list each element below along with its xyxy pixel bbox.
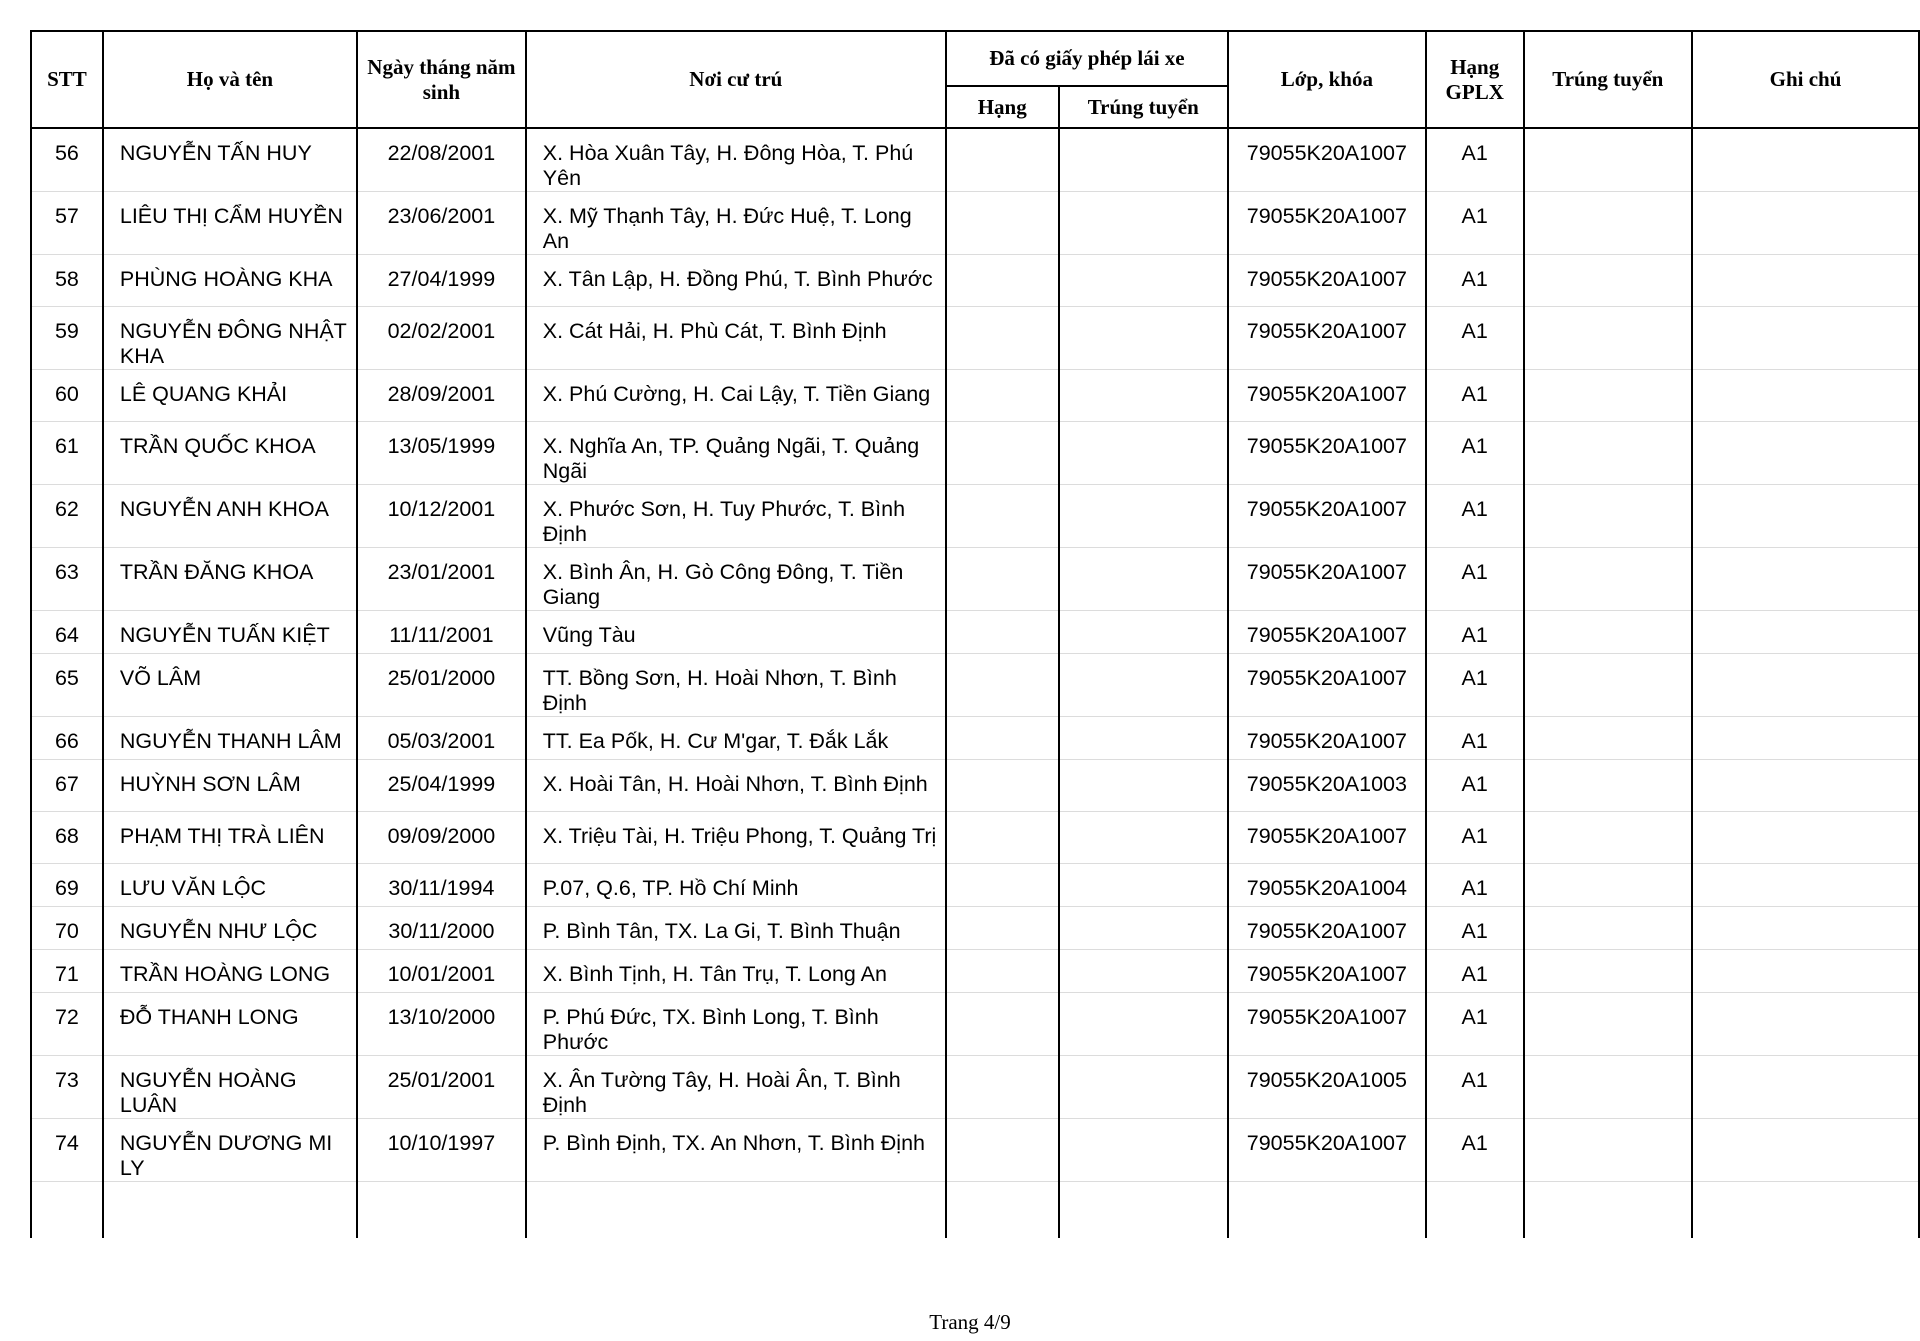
table-row [31,907,1919,950]
row-license-pass [1059,950,1228,993]
table-row [31,760,1919,812]
row-class: 79055K20A1007 [1228,950,1426,993]
row-license-pass [1059,760,1228,812]
row-license-pass [1059,1119,1228,1182]
header-note: Ghi chú [1692,31,1919,128]
row-note [1692,950,1919,993]
row-rank: A1 [1426,548,1524,611]
row-class: 79055K20A1007 [1228,192,1426,255]
row-name: NGUYỄN TUẤN KIỆT [103,611,357,654]
row-stt: 68 [31,812,103,864]
row-license-pass [1059,1056,1228,1119]
header-license-group: Đã có giấy phép lái xe [946,31,1228,86]
row-note [1692,1056,1919,1119]
table-row [31,717,1919,760]
row-stt: 67 [31,760,103,812]
table-row [31,128,1919,192]
row-class: 79055K20A1007 [1228,907,1426,950]
row-license-rank [946,192,1059,255]
row-name: NGUYỄN ANH KHOA [103,485,357,548]
page-footer: Trang 4/9 [929,1310,1011,1334]
row-stt: 63 [31,548,103,611]
row-name: NGUYỄN THANH LÂM [103,717,357,760]
row-class: 79055K20A1004 [1228,864,1426,907]
row-name: NGUYỄN ĐÔNG NHẬT KHA [103,307,357,370]
row-license-pass [1059,812,1228,864]
row-dob: 30/11/1994 [357,864,526,907]
row-class: 79055K20A1007 [1228,654,1426,717]
row-license-rank [946,1056,1059,1119]
header-dob: Ngày tháng năm sinh [357,31,526,128]
row-address: TT. Bồng Sơn, H. Hoài Nhơn, T. Bình Định [526,654,946,717]
row-address: X. Phú Cường, H. Cai Lậy, T. Tiền Giang [526,370,946,422]
row-note [1692,611,1919,654]
row-note [1692,422,1919,485]
row-rank: A1 [1426,192,1524,255]
row-class: 79055K20A1007 [1228,128,1426,192]
row-license-rank [946,654,1059,717]
row-pass [1524,128,1692,192]
row-address: X. Cát Hải, H. Phù Cát, T. Bình Định [526,307,946,370]
row-rank: A1 [1426,255,1524,307]
row-stt: 60 [31,370,103,422]
table-row [31,307,1919,370]
row-class: 79055K20A1007 [1228,370,1426,422]
row-note [1692,307,1919,370]
row-name: LÊ QUANG KHẢI [103,370,357,422]
row-note [1692,907,1919,950]
row-license-rank [946,485,1059,548]
row-rank: A1 [1426,128,1524,192]
row-pass [1524,760,1692,812]
empty-cell [1228,1182,1426,1238]
header-name: Họ và tên [103,31,357,128]
row-dob: 05/03/2001 [357,717,526,760]
row-dob: 10/12/2001 [357,485,526,548]
row-address: X. Tân Lập, H. Đồng Phú, T. Bình Phước [526,255,946,307]
row-rank: A1 [1426,864,1524,907]
row-class: 79055K20A1007 [1228,255,1426,307]
row-rank: A1 [1426,370,1524,422]
row-address: X. Triệu Tài, H. Triệu Phong, T. Quảng Trị [526,812,946,864]
table-row [31,548,1919,611]
table-row [31,1056,1919,1119]
row-rank: A1 [1426,1119,1524,1182]
row-stt: 74 [31,1119,103,1182]
row-dob: 09/09/2000 [357,812,526,864]
row-class: 79055K20A1007 [1228,717,1426,760]
row-stt: 66 [31,717,103,760]
row-address: X. Nghĩa An, TP. Quảng Ngãi, T. Quảng Ngãi [526,422,946,485]
row-rank: A1 [1426,485,1524,548]
row-dob: 25/01/2000 [357,654,526,717]
row-rank: A1 [1426,950,1524,993]
row-pass [1524,422,1692,485]
row-stt: 64 [31,611,103,654]
row-pass [1524,307,1692,370]
row-name: LƯU VĂN LỘC [103,864,357,907]
row-note [1692,370,1919,422]
row-name: NGUYỄN HOÀNG LUÂN [103,1056,357,1119]
row-stt: 69 [31,864,103,907]
row-rank: A1 [1426,760,1524,812]
row-address: Vũng Tàu [526,611,946,654]
row-name: LIÊU THỊ CẨM HUYỀN [103,192,357,255]
row-stt: 73 [31,1056,103,1119]
row-pass [1524,548,1692,611]
row-address: P.07, Q.6, TP. Hồ Chí Minh [526,864,946,907]
row-stt: 72 [31,993,103,1056]
row-class: 79055K20A1007 [1228,993,1426,1056]
row-address: TT. Ea Pốk, H. Cư M'gar, T. Đắk Lắk [526,717,946,760]
row-license-pass [1059,422,1228,485]
table-row [31,1119,1919,1182]
row-note [1692,192,1919,255]
row-address: P. Bình Định, TX. An Nhơn, T. Bình Định [526,1119,946,1182]
candidate-table [30,30,1920,1238]
table-row [31,812,1919,864]
row-note [1692,760,1919,812]
row-stt: 58 [31,255,103,307]
row-stt: 59 [31,307,103,370]
row-pass [1524,993,1692,1056]
row-license-rank [946,864,1059,907]
row-dob: 02/02/2001 [357,307,526,370]
row-license-rank [946,812,1059,864]
row-license-rank [946,255,1059,307]
header-address: Nơi cư trú [526,31,946,128]
row-address: X. Phước Sơn, H. Tuy Phước, T. Bình Định [526,485,946,548]
row-dob: 30/11/2000 [357,907,526,950]
row-pass [1524,717,1692,760]
row-name: TRẦN QUỐC KHOA [103,422,357,485]
row-pass [1524,611,1692,654]
row-name: NGUYỄN TẤN HUY [103,128,357,192]
row-rank: A1 [1426,654,1524,717]
row-license-pass [1059,192,1228,255]
row-license-pass [1059,611,1228,654]
row-license-rank [946,548,1059,611]
row-rank: A1 [1426,907,1524,950]
row-name: TRẦN ĐĂNG KHOA [103,548,357,611]
row-stt: 56 [31,128,103,192]
row-address: X. Hoài Tân, H. Hoài Nhơn, T. Bình Định [526,760,946,812]
header-class: Lớp, khóa [1228,31,1426,128]
row-name: NGUYỄN NHƯ LỘC [103,907,357,950]
row-name: HUỲNH SƠN LÂM [103,760,357,812]
row-dob: 13/05/1999 [357,422,526,485]
row-license-rank [946,907,1059,950]
table-row [31,864,1919,907]
row-rank: A1 [1426,307,1524,370]
row-dob: 10/10/1997 [357,1119,526,1182]
row-license-pass [1059,307,1228,370]
row-name: VÕ LÂM [103,654,357,717]
row-dob: 10/01/2001 [357,950,526,993]
empty-cell [1059,1182,1228,1238]
row-license-pass [1059,993,1228,1056]
row-license-pass [1059,548,1228,611]
row-address: X. Bình Tịnh, H. Tân Trụ, T. Long An [526,950,946,993]
row-note [1692,717,1919,760]
row-license-rank [946,128,1059,192]
row-pass [1524,1056,1692,1119]
row-dob: 22/08/2001 [357,128,526,192]
row-license-pass [1059,654,1228,717]
row-class: 79055K20A1007 [1228,307,1426,370]
row-license-pass [1059,485,1228,548]
table-row [31,654,1919,717]
row-license-pass [1059,255,1228,307]
row-license-pass [1059,717,1228,760]
row-dob: 27/04/1999 [357,255,526,307]
row-pass [1524,192,1692,255]
empty-cell [526,1182,946,1238]
row-class: 79055K20A1003 [1228,760,1426,812]
row-pass [1524,864,1692,907]
table-row [31,422,1919,485]
row-license-rank [946,717,1059,760]
row-pass [1524,950,1692,993]
table-row [31,611,1919,654]
row-stt: 71 [31,950,103,993]
row-pass [1524,485,1692,548]
row-note [1692,255,1919,307]
row-license-rank [946,307,1059,370]
row-stt: 70 [31,907,103,950]
row-license-rank [946,422,1059,485]
row-license-rank [946,1119,1059,1182]
row-pass [1524,370,1692,422]
row-dob: 11/11/2001 [357,611,526,654]
row-note [1692,548,1919,611]
row-license-pass [1059,128,1228,192]
empty-cell [103,1182,357,1238]
empty-cell [31,1182,103,1238]
empty-cell [946,1182,1059,1238]
header-gplx-rank: Hạng GPLX [1426,31,1524,128]
row-class: 79055K20A1007 [1228,422,1426,485]
row-note [1692,654,1919,717]
empty-cell [357,1182,526,1238]
row-address: X. Bình Ân, H. Gò Công Đông, T. Tiền Giang [526,548,946,611]
row-class: 79055K20A1005 [1228,1056,1426,1119]
row-rank: A1 [1426,611,1524,654]
row-note [1692,485,1919,548]
row-rank: A1 [1426,993,1524,1056]
table-row [31,993,1919,1056]
row-class: 79055K20A1007 [1228,812,1426,864]
row-name: ĐỖ THANH LONG [103,993,357,1056]
row-rank: A1 [1426,1056,1524,1119]
row-dob: 25/04/1999 [357,760,526,812]
row-class: 79055K20A1007 [1228,1119,1426,1182]
row-class: 79055K20A1007 [1228,485,1426,548]
row-pass [1524,255,1692,307]
row-license-pass [1059,370,1228,422]
row-note [1692,993,1919,1056]
row-address: X. Hòa Xuân Tây, H. Đông Hòa, T. Phú Yên [526,128,946,192]
row-address: P. Phú Đức, TX. Bình Long, T. Bình Phước [526,993,946,1056]
table-row [31,192,1919,255]
row-license-rank [946,950,1059,993]
row-note [1692,1119,1919,1182]
table-body [31,128,1919,1238]
header-pass: Trúng tuyển [1524,31,1692,128]
row-dob: 28/09/2001 [357,370,526,422]
row-rank: A1 [1426,812,1524,864]
row-rank: A1 [1426,717,1524,760]
row-pass [1524,812,1692,864]
empty-cell [1426,1182,1524,1238]
row-name: TRẦN HOÀNG LONG [103,950,357,993]
row-note [1692,864,1919,907]
row-rank: A1 [1426,422,1524,485]
row-license-rank [946,760,1059,812]
row-dob: 23/06/2001 [357,192,526,255]
empty-cell [1692,1182,1919,1238]
row-license-rank [946,993,1059,1056]
row-class: 79055K20A1007 [1228,611,1426,654]
row-license-pass [1059,907,1228,950]
row-address: P. Bình Tân, TX. La Gi, T. Bình Thuận [526,907,946,950]
table-row [31,950,1919,993]
header-license-pass: Trúng tuyển [1059,86,1228,128]
row-license-pass [1059,864,1228,907]
empty-row [31,1182,1919,1238]
row-dob: 25/01/2001 [357,1056,526,1119]
row-name: NGUYỄN DƯƠNG MI LY [103,1119,357,1182]
table-row [31,485,1919,548]
row-name: PHÙNG HOÀNG KHA [103,255,357,307]
row-license-rank [946,611,1059,654]
row-pass [1524,654,1692,717]
header-stt: STT [31,31,103,128]
row-note [1692,812,1919,864]
row-pass [1524,1119,1692,1182]
row-dob: 13/10/2000 [357,993,526,1056]
row-license-rank [946,370,1059,422]
row-address: X. Ân Tường Tây, H. Hoài Ân, T. Bình Định [526,1056,946,1119]
table-row [31,255,1919,307]
row-stt: 62 [31,485,103,548]
row-stt: 61 [31,422,103,485]
row-note [1692,128,1919,192]
row-class: 79055K20A1007 [1228,548,1426,611]
row-name: PHẠM THỊ TRÀ LIÊN [103,812,357,864]
table-row [31,370,1919,422]
empty-cell [1524,1182,1692,1238]
row-stt: 65 [31,654,103,717]
row-address: X. Mỹ Thạnh Tây, H. Đức Huệ, T. Long An [526,192,946,255]
row-pass [1524,907,1692,950]
row-stt: 57 [31,192,103,255]
header-license-rank: Hạng [946,86,1059,128]
row-dob: 23/01/2001 [357,548,526,611]
